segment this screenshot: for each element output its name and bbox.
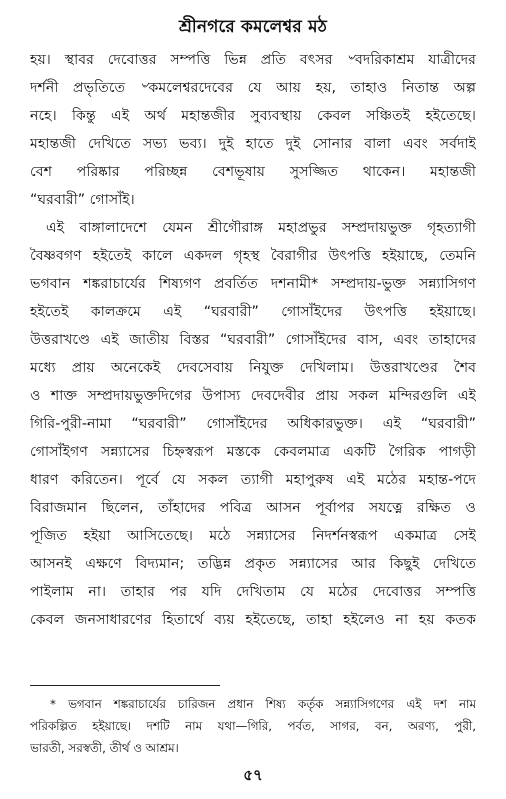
- body-line: পাইলাম না। তাহার পর যদি দেখিতাম যে মঠের দেবোত্তর সম্পত্তি: [30, 584, 476, 600]
- body-line: ধারণ করিতেন। পূর্বে যে সকল ত্যাগী মহাপুরুষ এই মঠের মহান্ত-পদে: [30, 472, 476, 488]
- body-line: পূজিত হইয়া আসিতেছে। মঠে সন্ন্যাসের নিদর্শনস্বরূপ একমাত্র সেই: [30, 528, 476, 544]
- body-line: ভগবান শঙ্করাচার্যের শিষ্যগণ প্রবর্তিত দশনামী* সম্প্রদায়-ভুক্ত সন্ন্যাসিগণ: [30, 276, 476, 292]
- footnote-line: পরিকল্পিত হইয়াছে। দশটি নাম যথা—গিরি, পর্বত, সাগর, বন, অরণ্য, পুরী,: [30, 719, 476, 733]
- body-line: হয়। স্থাবর দেবোত্তর সম্পত্তি ভিন্ন প্রতি বৎসর ৺বদরিকাশ্রম যাত্রীদের: [30, 52, 476, 68]
- running-head: শ্রীনগরে কমলেশ্বর মঠ: [178, 17, 327, 37]
- body-line: গোসাঁইগণ সন্ন্যাসের চিহ্নস্বরূপ মস্তকে কেবলমাত্র একটি গৈরিক পাগড়ী: [30, 444, 476, 460]
- body-line: ও শাক্ত সম্প্রদায়ভুক্তদিগের উপাস্য দেবদেবীর প্রায় সকল মন্দিরগুলি এই: [30, 388, 476, 404]
- body-line: বৈষ্ণবগণ হইতেই কালে একদল গৃহস্থ বৈরাগীর উৎপত্তি হইয়াছে, তেমনি: [30, 248, 476, 264]
- body-line: মধ্যে প্রায় অনেকেই দেবসেবায় নিযুক্ত দেখিলাম। উত্তরাখণ্ডের শৈব: [30, 360, 476, 376]
- body-line: মহান্তজী দেখিতে সভ্য ভব্য। দুই হাতে দুই সোনার বালা এবং সর্বদাই: [30, 136, 476, 152]
- body-line: নহে। কিন্তু এই অর্থ মহান্তজীর সুব্যবস্থায় কেবল সঞ্চিতই হইতেছে।: [30, 108, 476, 124]
- body-line: এই বাঙ্গালাদেশে যেমন শ্রীগৌরাঙ্গ মহাপ্রভুর সম্প্রদায়ভুক্ত গৃহত্যাগী: [46, 220, 476, 236]
- body-line: বেশ পরিষ্কার পরিচ্ছন্ন বেশভূষায় সুসজ্জিত থাকেন। মহান্তজী: [30, 164, 476, 180]
- body-line: বিরাজমান ছিলেন, তাঁহাদের পবিত্র আসন পূর্বাপর সযত্নে রক্ষিত ও: [30, 500, 476, 516]
- body-line: গিরি-পুরী-নামা “ঘরবারী” গোসাঁইদের অধিকারভুক্ত। এই “ঘরবারী”: [30, 416, 476, 432]
- body-line: আসনই এক্ষণে বিদ্যমান; তদ্ভিন্ন প্রকৃত সন্ন্যাসের আর কিছুই দেখিতে: [30, 556, 476, 572]
- body-line: হইতেই কালক্রমে এই “ঘরবারী” গোসাঁইদের উৎপত্তি হইয়াছে।: [30, 304, 476, 320]
- body-line: কেবল জনসাধারণের হিতার্থে ব্যয় হইতেছে, তাহা হইলেও না হয় কতক: [30, 612, 476, 628]
- footnote-line: ভারতী, সরস্বতী, তীর্থ ও আশ্রম।: [30, 741, 179, 755]
- body-line: দর্শনী প্রভৃতিতে ৺কমলেশ্বরদেবের যে আয় হয়, তাহাও নিতান্ত অল্প: [30, 80, 476, 96]
- footnote-line: * ভগবান শঙ্করাচার্যের চারিজন প্রধান শিষ্য কর্তৃক সন্ন্যাসিগণের এই দশ নাম: [50, 697, 476, 711]
- footnote-rule: [30, 685, 220, 686]
- page-number: ৫৭: [243, 766, 263, 784]
- body-line: উত্তরাখণ্ডে এই জাতীয় বিস্তর “ঘরবারী” গোসাঁইদের বাস, এবং তাহাদের: [30, 332, 476, 348]
- body-line: “ঘরবারী” গোসাঁই।: [30, 192, 135, 208]
